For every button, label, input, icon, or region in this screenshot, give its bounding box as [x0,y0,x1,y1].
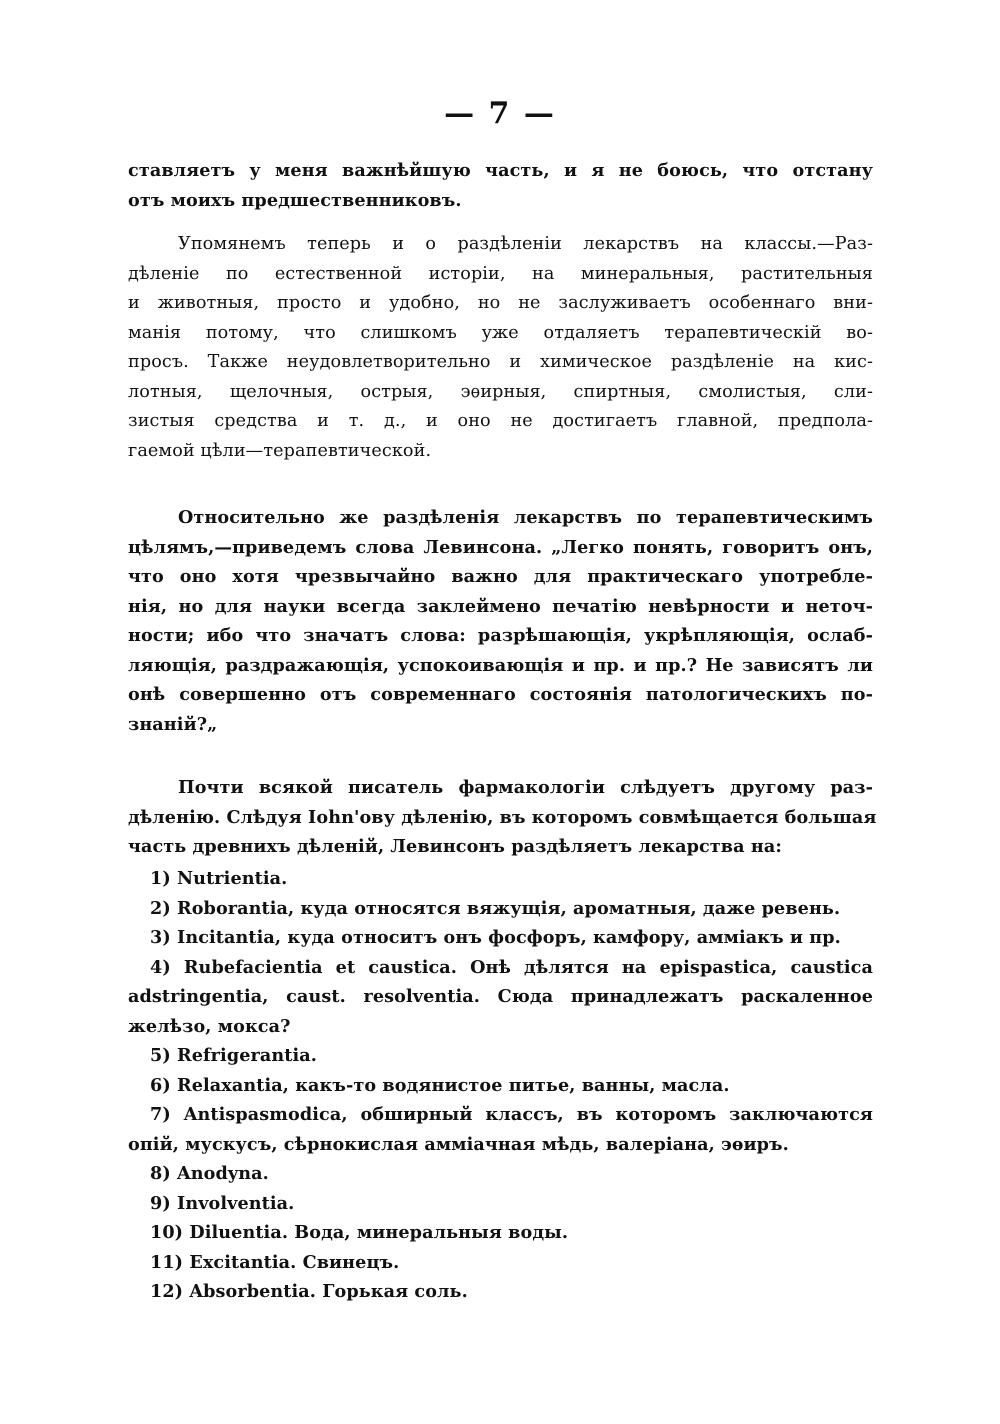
list-item: 4) Rubefacientia et caustica. Онѣ дѣлятся на epispastica, caustica [150,956,873,978]
list-item: 8) Anodyna. [150,1163,269,1184]
text-line: нія, но для науки всегда заклеймено печатію невѣрности и неточ- [128,595,873,617]
list-item: 5) Refrigerantia. [150,1045,318,1066]
paragraph-division-intro [128,773,877,862]
text-line: зистыя средства и т. д., и оно не достигаетъ главной, предпола- [128,411,873,431]
paragraph-classification [128,230,873,466]
text-line: дѣленіе по естественной исторіи, на минеральныя, растительныя [128,263,873,284]
text-line: Относительно же раздѣленія лекарствъ по терапевтическимъ [178,507,873,528]
list-item: 2) Roborantia, куда относятся вяжущія, ароматныя, даже ревень. [150,897,841,919]
list-item: 6) Relaxantia, какъ-то водянистое питье, ванны, масла. [150,1074,730,1096]
text-line: часть древнихъ дѣленій, Левинсонъ раздѣляетъ лекарства на: [128,836,782,857]
paragraph-continuation [128,156,873,215]
list-item: 1) Nutrientia. [150,868,288,889]
text-line: отъ моихъ предшественниковъ. [128,189,462,211]
text-line: просъ. Также неудовлетворительно и химическое раздѣленіе на кис- [128,352,873,372]
list-item: 10) Diluentia. Вода, минеральныя воды. [150,1222,569,1243]
text-line: знаній?„ [128,713,218,735]
text-line: онѣ совершенно отъ современнаго состоянія патологическихъ по- [128,684,873,705]
text-line: ляющія, раздражающія, успокоивающія и пр. и пр.? Не зависятъ ли [128,654,873,676]
text-line: Почти всякой писатель фармакологіи слѣдуетъ другому раз- [178,777,873,798]
text-line: и животныя, просто и удобно, но не заслуживаетъ особеннаго вни- [128,293,873,313]
text-line: ставляетъ у меня важнѣйшую часть, и я не боюсь, что отстану [128,160,873,181]
text-line: что оно хотя чрезвычайно важно для практическаго употребле- [128,566,873,587]
text-line: ности; ибо что значатъ слова: разрѣшающія, укрѣпляющія, ослаб- [128,625,873,646]
list-item: 12) Absorbentia. Горькая соль. [150,1281,468,1302]
list-item: 3) Incitantia, куда относитъ онъ фосфоръ, камфору, аммiакъ и пр. [150,927,841,948]
list-item-continuation: опій, мускусъ, сѣрнокислая аммiачная мѣдь, валеріана, эѳиръ. [128,1133,789,1155]
list-item: 7) Antispasmodica, обширный классъ, въ которомъ заключаются [150,1104,873,1125]
paragraph-levinson-quote [128,503,873,739]
text-line: лотныя, щелочныя, острыя, эѳирныя, спиртныя, смолистыя, сли- [128,381,873,402]
text-line: цѣлямъ,—приведемъ слова Левинсона. „Легко понять, говоритъ онъ, [128,536,873,558]
list-item: 11) Excitantia. Свинецъ. [150,1251,400,1273]
classification-list [128,864,873,1307]
page-number: — 7 — [444,96,556,131]
list-item-continuation: adstringentia, caust. resolventia. Сюда принадлежатъ раскаленное [128,986,873,1007]
text-line: Упомянемъ теперь и о раздѣленіи лекарствъ на классы.—Раз- [178,234,873,254]
list-item: 9) Involventia. [150,1192,295,1214]
text-line: манія потому, что слишкомъ уже отдаляетъ терапевтическій во- [128,322,873,343]
text-line: гаемой цѣли—терапевтической. [128,440,432,461]
list-item-continuation: желѣзо, мокса? [128,1015,291,1037]
text-line: дѣленію. Слѣдуя Iohn'ову дѣленію, въ которомъ совмѣщается большая [128,806,877,828]
